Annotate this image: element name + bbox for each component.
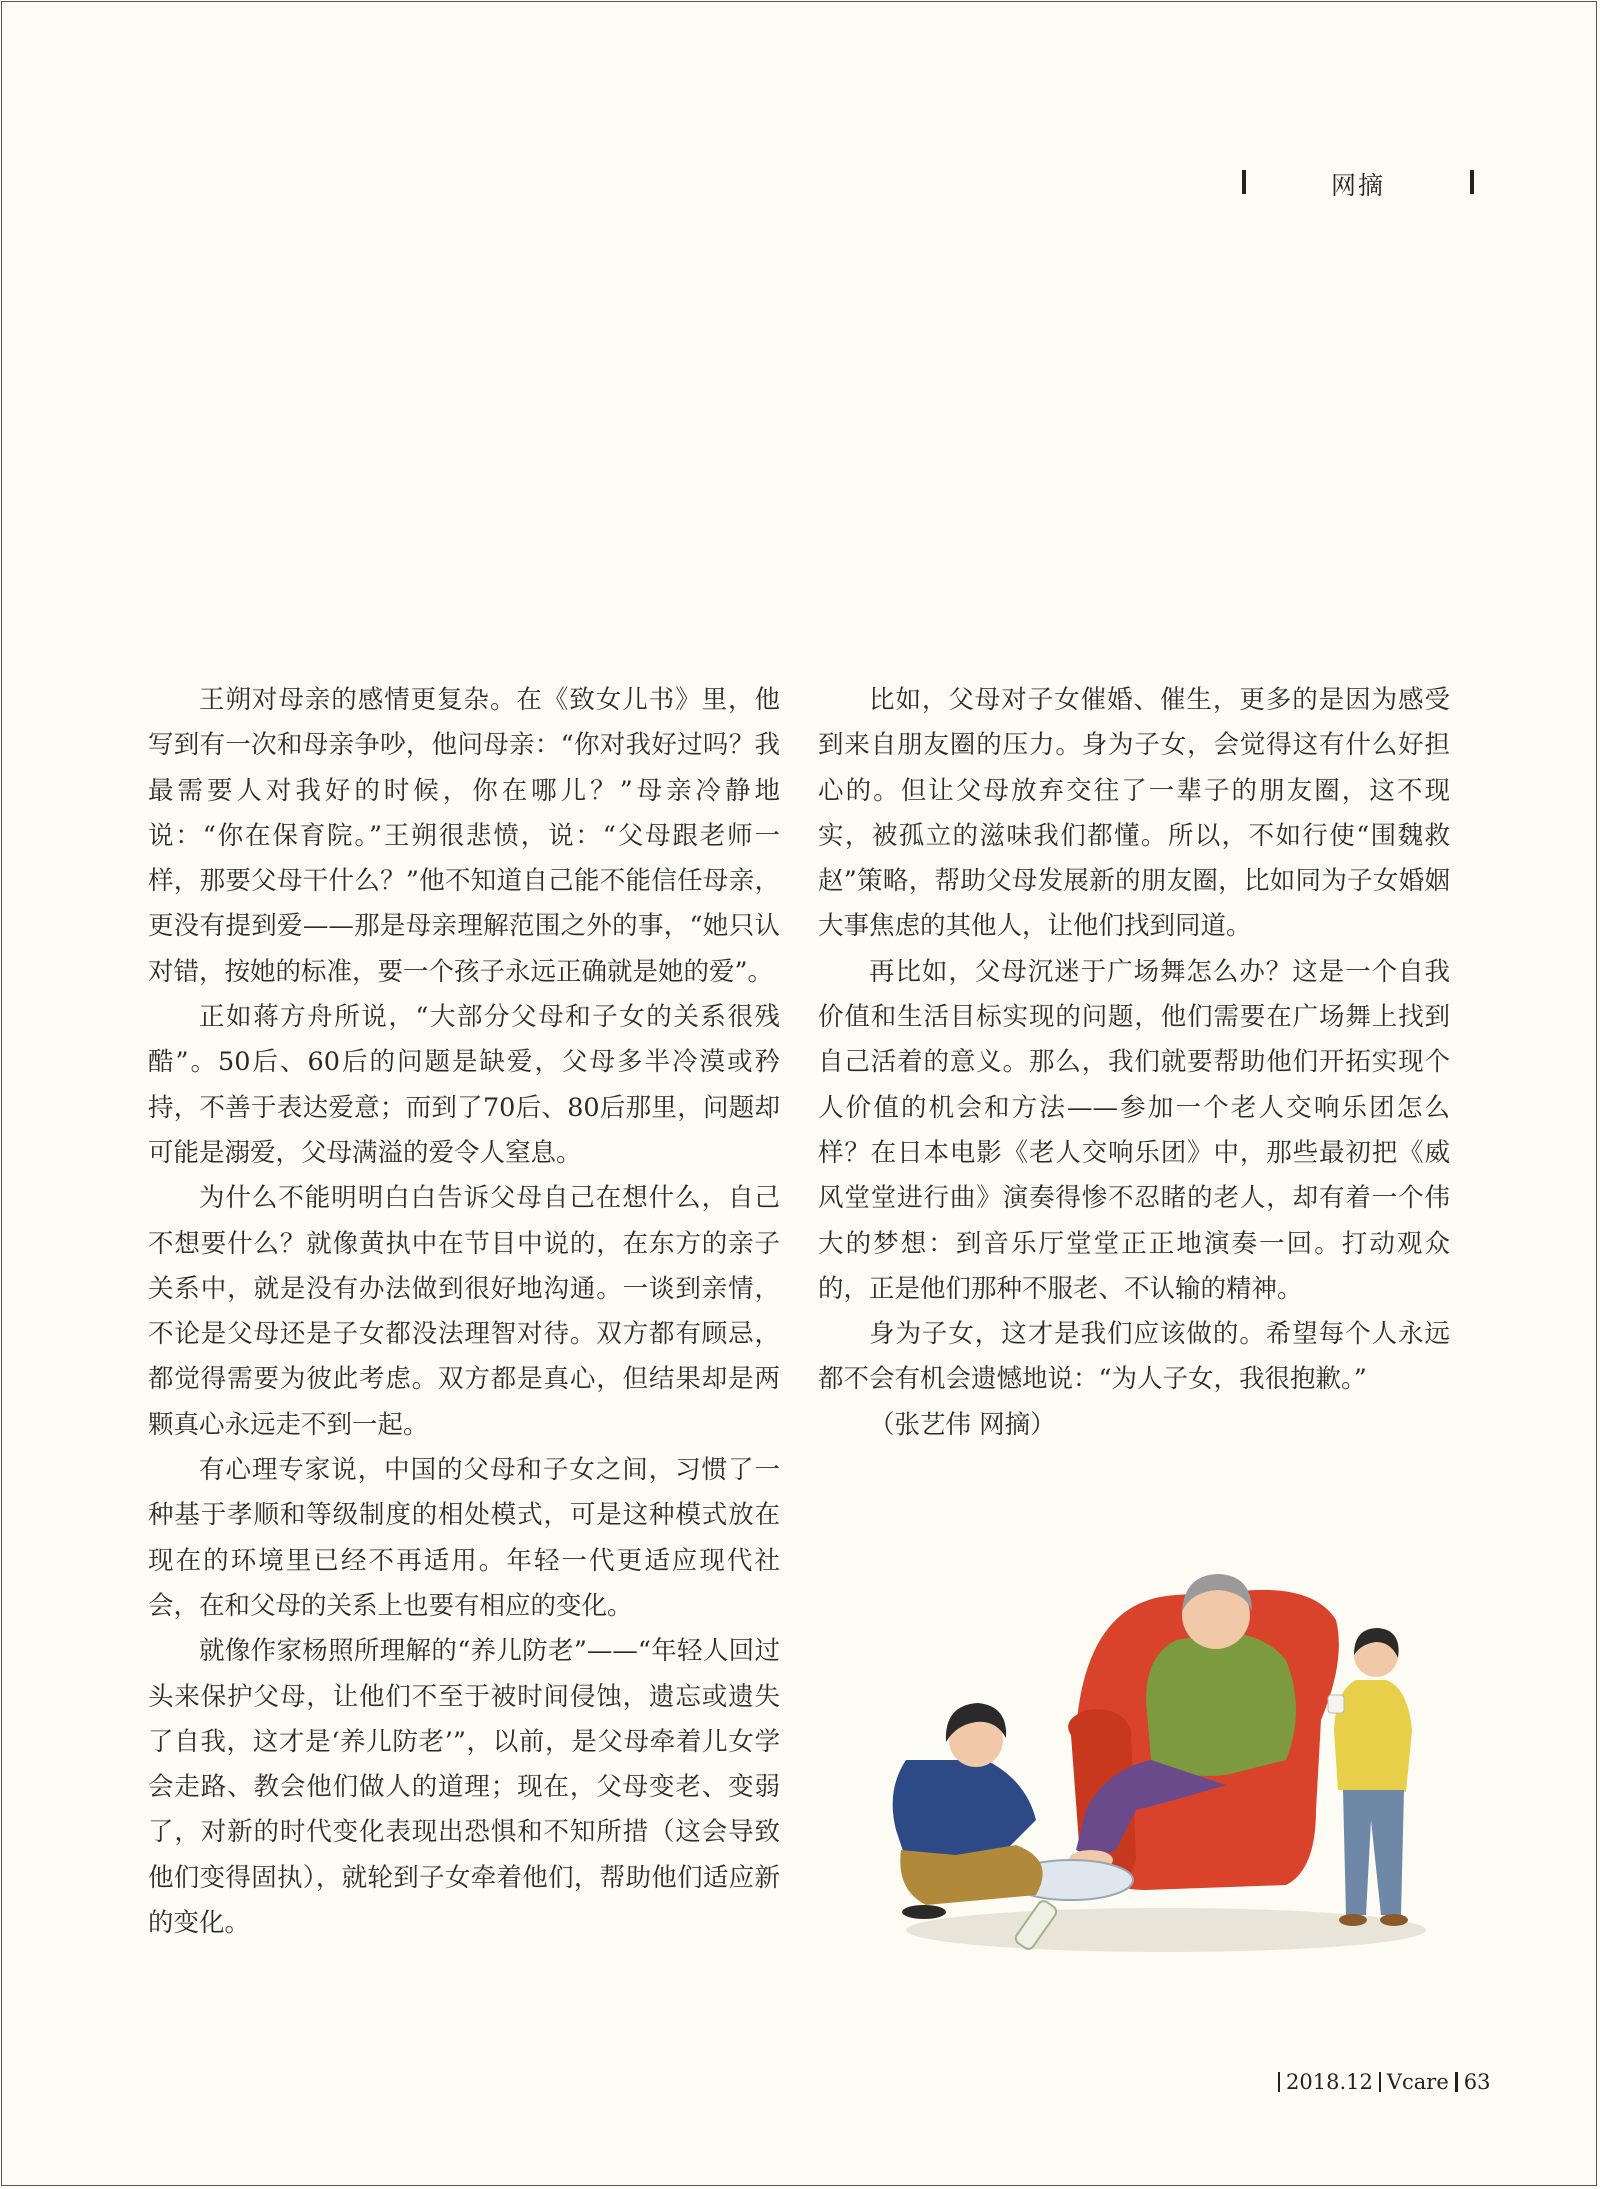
- child-legs: [1343, 1790, 1404, 1915]
- illustration-foot-washing: [846, 1560, 1446, 1960]
- paragraph: 就像作家杨照所理解的“养儿防老”——“年轻人回过头来保护父母，让他们不至于被时间侵蚀，遗忘或遗失了自我，这才是‘养儿防老’”，以前，是父母牵着儿女学会走路、教会他们做人的道理；现在，父母变老、变弱了，对新的时代变化表现出恐惧和不知所措（这会导致他们变得固执），就轮到子女牵着他们，帮助他们适应新的变化。: [148, 1636, 780, 1939]
- magazine-name: Vcare: [1386, 2070, 1449, 2094]
- section-title: 网摘: [1330, 171, 1385, 200]
- footer-divider: [1379, 2072, 1381, 2092]
- paragraph: 身为子女，这才是我们应该做的。希望每个人永远都不会有机会遗憾地说：“为人子女，我很抱歉。”: [818, 1319, 1450, 1395]
- issue-date: 2018.12: [1286, 2070, 1373, 2094]
- child-shoe-left: [1339, 1914, 1367, 1926]
- section-header: [1236, 166, 1480, 202]
- page-footer: [1272, 2070, 1491, 2094]
- child-cup: [1328, 1695, 1344, 1713]
- footer-divider: [1455, 2072, 1458, 2092]
- child-torso: [1334, 1680, 1412, 1792]
- grandma-torso: [1146, 1632, 1296, 1776]
- article-column-right: [818, 678, 1450, 1448]
- child-shoe-right: [1380, 1914, 1408, 1926]
- article-column-left: [148, 678, 780, 1946]
- page-number: 63: [1463, 2070, 1491, 2094]
- paragraph: 再比如，父母沉迷于广场舞怎么办？这是一个自我价值和生活目标实现的问题，他们需要在广场舞上找到自己活着的意义。那么，我们就要帮助他们开拓实现个人价值的机会和方法——参加一个老人交响乐团怎么样？在日本电影《老人交响乐团》中，那些最初把《威风堂堂进行曲》演奏得惨不忍睹的老人，却有着一个伟大的梦想：到音乐厅堂堂正正地演奏一回。打动观众的，正是他们那种不服老、不认输的精神。: [818, 956, 1450, 1304]
- footer-divider: [1278, 2072, 1280, 2092]
- byline: （张艺伟 网摘）: [869, 1409, 1056, 1440]
- paragraph: 正如蒋方舟所说，“大部分父母和子女的关系很残酷”。50后、60后的问题是缺爱，父母多半冷漠或矜持，不善于表达爱意；而到了70后、80后那里，问题却可能是溺爱，父母满溢的爱令人窒息。: [148, 1002, 780, 1168]
- mother-shoe: [902, 1905, 946, 1919]
- header-bar-right: [1470, 170, 1474, 194]
- mother-legs: [900, 1845, 1042, 1905]
- paragraph: 比如，父母对子女催婚、催生，更多的是因为感受到来自朋友圈的压力。身为子女，会觉得这有什么好担心的。但让父母放弃交往了一辈子的朋友圈，这不现实，被孤立的滋味我们都懂。所以，不如行使“围魏救赵”策略，帮助父母发展新的朋友圈，比如同为子女婚姻大事焦虑的其他人，让他们找到同道。: [818, 685, 1450, 942]
- paragraph: 王朔对母亲的感情更复杂。在《致女儿书》里，他写到有一次和母亲争吵，他问母亲：“你对我好过吗？我最需要人对我好的时候，你在哪儿？”母亲冷静地说：“你在保育院。”王朔很悲愤，说：“父母跟老师一样，那要父母干什么？”他不知道自己能不能信任母亲，更没有提到爱——那是母亲理解范围之外的事，“她只认对错，按她的标准，要一个孩子永远正确就是她的爱”。: [148, 685, 780, 987]
- paragraph: 有心理专家说，中国的父母和子女之间，习惯了一种基于孝顺和等级制度的相处模式，可是这种模式放在现在的环境里已经不再适用。年轻一代更适应现代社会，在和父母的关系上也要有相应的变化。: [148, 1455, 780, 1621]
- paragraph: 为什么不能明明白白告诉父母自己在想什么，自己不想要什么？就像黄执中在节目中说的，在东方的亲子关系中，就是没有办法做到很好地沟通。一谈到亲情，不论是父母还是子女都没法理智对待。双方都有顾忌，都觉得需要为彼此考虑。双方都是真心，但结果却是两颗真心永远走不到一起。: [148, 1183, 780, 1440]
